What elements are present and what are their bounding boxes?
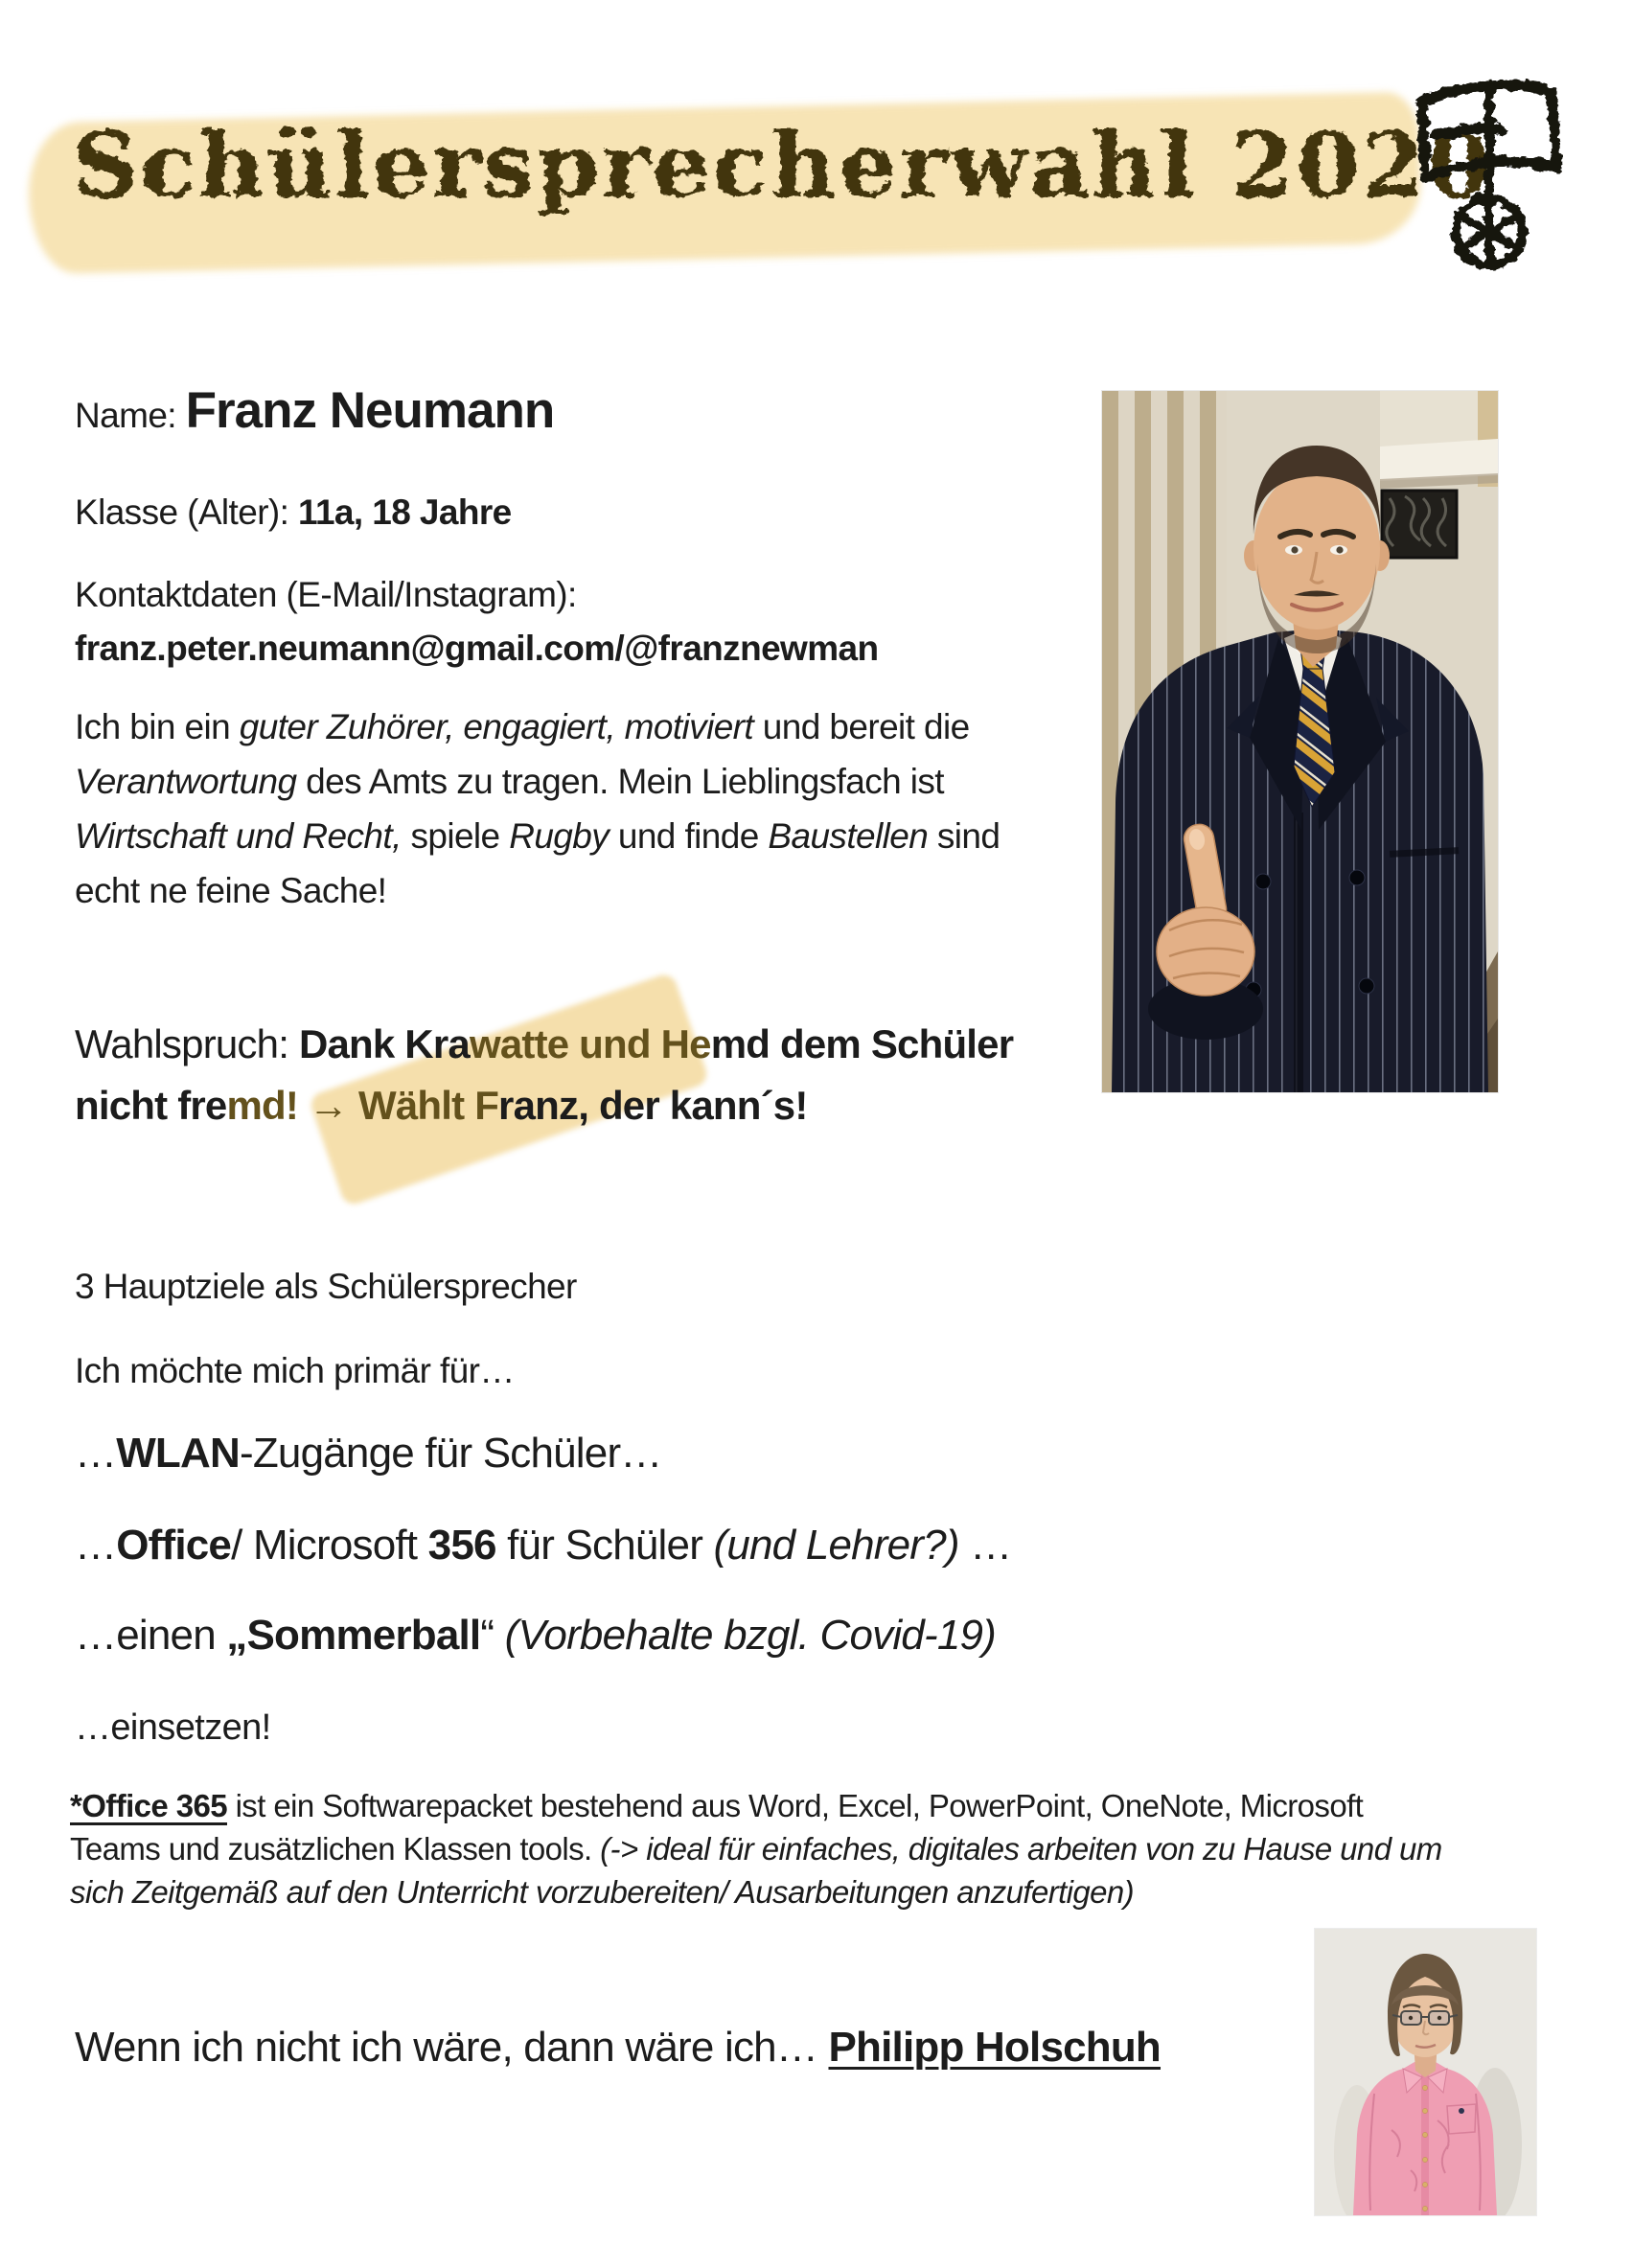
text-segment: sich Zeitgemäß auf den Unterricht vorzubereiten/ Ausarbeitungen anzufertigen)	[70, 1874, 1135, 1910]
text-segment: ranz, der kann´s!	[498, 1083, 808, 1128]
class-line	[75, 493, 512, 533]
text-segment: Dank Kra	[298, 1021, 470, 1066]
text-segment: Ich bin ein	[75, 707, 240, 746]
candidate-intro-paragraph	[75, 699, 1138, 918]
text-segment: sind	[928, 816, 1000, 856]
contact-label: Kontaktdaten (E-Mail/Instagram):	[75, 575, 577, 614]
name-label: Name:	[75, 396, 186, 435]
contact-value: franz.peter.neumann@gmail.com/@franznewman	[75, 629, 879, 668]
text-segment: „Sommerball	[226, 1612, 481, 1659]
text-segment: und bereit die	[753, 707, 970, 746]
goals-lead: Ich möchte mich primär für…	[75, 1351, 515, 1390]
text-segment: …einen	[75, 1612, 227, 1659]
class-label: Klasse (Alter):	[75, 493, 299, 532]
text-segment: “	[480, 1612, 505, 1659]
name-line	[75, 381, 554, 440]
text-segment: -Zugänge für Schüler…	[239, 1430, 662, 1477]
wall-grate	[1382, 491, 1457, 558]
closing-line	[75, 2024, 1161, 2072]
text-segment: echt ne feine Sache!	[75, 871, 387, 910]
text-segment: (-> ideal für einfaches, digitales arbeiten von zu Hause und um	[600, 1831, 1442, 1867]
text-segment: Wahlspruch:	[75, 1021, 299, 1066]
class-value: 11a, 18 Jahre	[298, 493, 512, 532]
text-segment: nicht fre	[75, 1083, 227, 1128]
text-segment: (Vorbehalte bzgl. Covid-19)	[504, 1612, 997, 1659]
text-segment: md! → Wählt F	[226, 1083, 499, 1128]
text-segment: watte und He	[469, 1021, 711, 1066]
text-segment: / Microsoft	[231, 1522, 428, 1569]
text-segment: und finde	[609, 816, 769, 856]
text-segment: (und Lehrer?)	[713, 1522, 959, 1569]
campaign-slogan	[75, 1014, 1013, 1136]
alternative-photo-illustration	[1315, 1929, 1536, 2215]
text-segment: Teams und zusätzlichen Klassen tools.	[70, 1831, 601, 1867]
goals-heading: 3 Hauptziele als Schülersprecher	[75, 1267, 577, 1306]
name-value: Franz Neumann	[185, 382, 555, 439]
text-segment: …	[958, 1522, 1012, 1569]
goal-item-sommerball	[75, 1612, 996, 1660]
text-segment: md dem Schüler	[710, 1021, 1014, 1066]
alternative-photo	[1315, 1929, 1536, 2215]
text-segment: guter Zuhörer, engagiert, motiviert	[239, 707, 754, 746]
candidate-photo	[1102, 391, 1498, 1092]
text-segment: des Amts zu tragen. Mein Lieblingsfach ist	[296, 762, 944, 801]
text-segment: spiele	[401, 816, 510, 856]
school-flag-wheel-logo-icon	[1407, 71, 1570, 272]
text-segment: Philipp Holschuh	[828, 2024, 1162, 2071]
office-365-footnote	[70, 1784, 1527, 1913]
candidate-photo-illustration	[1102, 391, 1498, 1092]
text-segment: …	[75, 1430, 117, 1477]
text-segment: WLAN	[116, 1430, 240, 1477]
text-segment: Baustellen	[768, 816, 929, 856]
text-segment: …	[75, 1522, 117, 1569]
goals-outro: …einsetzen!	[75, 1707, 271, 1748]
text-segment: Office	[116, 1522, 232, 1569]
goal-item-wlan	[75, 1430, 662, 1478]
text-segment: Rugby	[509, 816, 610, 856]
text-segment: für Schüler	[495, 1522, 714, 1569]
text-segment: *Office 365	[70, 1788, 227, 1823]
text-segment: ist ein Softwarepacket bestehend aus Word, Excel, PowerPoint, OneNote, Microsoft	[227, 1788, 1364, 1823]
text-segment: Wenn ich nicht ich wäre, dann wäre ich…	[75, 2024, 829, 2071]
text-segment: Wirtschaft und Recht,	[75, 816, 402, 856]
logo-strokes	[1422, 85, 1556, 265]
text-segment: Verantwortung	[75, 762, 297, 801]
text-segment: 356	[427, 1522, 496, 1569]
page-title: Schülersprecherwahl 2020	[73, 113, 1493, 218]
goal-item-office	[75, 1522, 1011, 1569]
